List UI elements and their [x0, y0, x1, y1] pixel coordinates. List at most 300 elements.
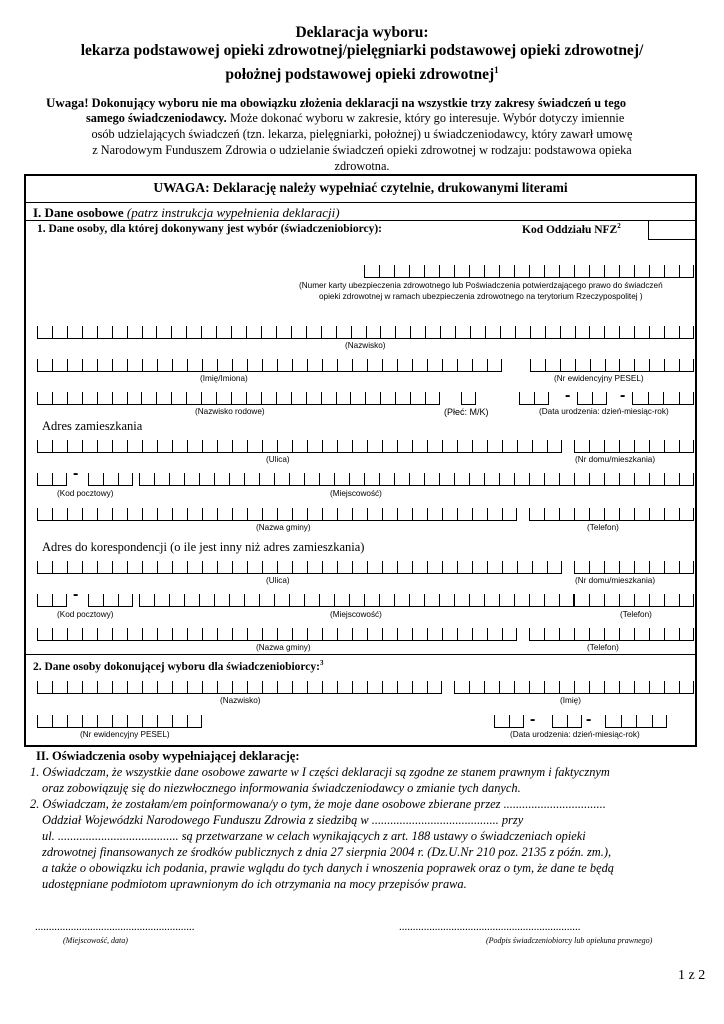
- cell-tick: [97, 359, 98, 371]
- family-name-boxes[interactable]: [37, 384, 440, 405]
- cell-tick: [634, 359, 635, 371]
- cell-tick: [534, 392, 535, 404]
- cell-tick: [232, 440, 233, 452]
- cell-tick: [693, 359, 694, 371]
- cell-tick: [127, 628, 128, 640]
- city2-boxes[interactable]: [139, 586, 574, 607]
- cell-tick: [319, 594, 320, 606]
- cell-tick: [247, 681, 248, 693]
- cell-tick: [232, 359, 233, 371]
- cell-tick: [322, 440, 323, 452]
- cell-tick: [37, 508, 38, 520]
- cell-tick: [499, 594, 500, 606]
- surname2-caption: (Nazwisko): [220, 696, 261, 705]
- cell-tick: [634, 265, 635, 277]
- cell-tick: [425, 392, 426, 404]
- cell-tick: [352, 681, 353, 693]
- cell-tick: [472, 359, 473, 371]
- cell-tick: [337, 440, 338, 452]
- cell-tick: [37, 473, 38, 485]
- cell-tick: [457, 508, 458, 520]
- cell-tick: [605, 715, 606, 727]
- cell-tick: [322, 681, 323, 693]
- cell-tick: [380, 392, 381, 404]
- cell-tick: [97, 508, 98, 520]
- cell-tick: [201, 392, 202, 404]
- cell-tick: [664, 561, 665, 573]
- cell-tick: [484, 473, 485, 485]
- cell-tick: [649, 326, 650, 338]
- declaration-line-4: Oddział Wojewódzki Narodowego Funduszu Zdrowia z siedzibą w ......................................... przy: [42, 813, 524, 827]
- postal-boxes-b[interactable]: [88, 465, 133, 486]
- birth-day-boxes[interactable]: [519, 384, 549, 405]
- cell-tick: [439, 392, 440, 404]
- phone2-boxes[interactable]: [574, 586, 694, 607]
- cell-tick: [424, 473, 425, 485]
- title-line-1: Deklaracja wyboru:: [295, 24, 429, 41]
- pesel2-boxes[interactable]: [37, 707, 202, 728]
- cell-tick: [157, 508, 158, 520]
- cell-tick: [604, 628, 605, 640]
- cell-tick: [394, 473, 395, 485]
- cell-tick: [262, 440, 263, 452]
- birth-year-boxes[interactable]: [632, 384, 694, 405]
- card-caption-2: opieki zdrowotnej w ramach ubezpieczenia zdrowotnego na terytorium Rzeczypospolitej ): [319, 292, 643, 301]
- cell-tick: [322, 359, 323, 371]
- cell-tick: [379, 473, 380, 485]
- subsection-1-title: 1. Dane osoby, dla której dokonywany jest wybór (świadczeniobiorcy):: [37, 223, 383, 235]
- cell-tick: [632, 392, 633, 404]
- cell-tick: [259, 473, 260, 485]
- cell-tick: [201, 715, 202, 727]
- cell-tick: [217, 561, 218, 573]
- cell-tick: [217, 359, 218, 371]
- cell-tick: [246, 392, 247, 404]
- cell-tick: [289, 594, 290, 606]
- cell-tick: [276, 392, 277, 404]
- cell-tick: [693, 594, 694, 606]
- cell-tick: [649, 628, 650, 640]
- cell-tick: [523, 715, 524, 727]
- cell-tick: [187, 440, 188, 452]
- cell-tick: [589, 265, 590, 277]
- house-no2-boxes[interactable]: [574, 553, 694, 574]
- cell-tick: [532, 440, 533, 452]
- cell-tick: [427, 681, 428, 693]
- cell-tick: [52, 440, 53, 452]
- phone3-caption: (Telefon): [587, 643, 619, 652]
- cell-tick: [103, 473, 104, 485]
- cell-tick: [52, 681, 53, 693]
- cell-tick: [475, 392, 476, 404]
- cell-tick: [472, 508, 473, 520]
- cell-tick: [277, 628, 278, 640]
- cell-tick: [394, 265, 395, 277]
- cell-tick: [517, 561, 518, 573]
- cell-tick: [118, 473, 119, 485]
- cell-tick: [52, 715, 53, 727]
- phone-boxes[interactable]: [529, 500, 694, 521]
- cell-tick: [412, 359, 413, 371]
- cell-tick: [292, 359, 293, 371]
- cell-tick: [337, 359, 338, 371]
- cell-tick: [202, 628, 203, 640]
- cell-tick: [397, 359, 398, 371]
- cell-tick: [103, 594, 104, 606]
- subsection-2-title: [33, 659, 324, 673]
- cell-tick: [634, 473, 635, 485]
- birth2-dash-2: -: [586, 711, 592, 728]
- section-1-heading: I. Dane osobowe: [33, 205, 124, 220]
- cell-tick: [52, 473, 53, 485]
- cell-tick: [515, 326, 516, 338]
- cell-tick: [604, 265, 605, 277]
- postal2-boxes-b[interactable]: [88, 586, 133, 607]
- cell-tick: [395, 326, 396, 338]
- first-name2-boxes[interactable]: [454, 673, 694, 694]
- cell-tick: [502, 508, 503, 520]
- cell-tick: [544, 265, 545, 277]
- cell-tick: [559, 681, 560, 693]
- city-boxes[interactable]: [139, 465, 694, 486]
- cell-tick: [425, 326, 426, 338]
- postal-boxes-a[interactable]: [37, 465, 67, 486]
- cell-tick: [575, 359, 576, 371]
- cell-tick: [277, 561, 278, 573]
- declaration-line-3: 2. Oświadczam, że zostałam/em poinformowana/y o tym, że moje dane osobowe zbierane przez .................................: [30, 797, 606, 811]
- cell-tick: [679, 392, 680, 404]
- birth-month-boxes[interactable]: [577, 384, 607, 405]
- cell-tick: [529, 265, 530, 277]
- cell-tick: [592, 392, 593, 404]
- cell-tick: [664, 326, 665, 338]
- birth2-year-boxes[interactable]: [605, 707, 667, 728]
- cell-tick: [581, 715, 582, 727]
- cell-tick: [277, 359, 278, 371]
- cell-tick: [67, 715, 68, 727]
- cell-tick: [501, 359, 502, 371]
- cell-tick: [604, 440, 605, 452]
- cell-tick: [247, 440, 248, 452]
- cell-tick: [352, 359, 353, 371]
- cell-tick: [349, 594, 350, 606]
- commune-caption: (Nazwa gminy): [256, 523, 311, 532]
- title-line-3: [0, 61, 724, 84]
- cell-tick: [664, 681, 665, 693]
- house-no-boxes[interactable]: [574, 432, 694, 453]
- declarations-title: II. Oświadczenia osoby wypełniającej deklarację:: [36, 749, 300, 763]
- postal-dash: -: [73, 465, 79, 482]
- card-number-boxes[interactable]: [364, 257, 694, 278]
- cell-tick: [186, 392, 187, 404]
- section-1-note: (patrz instrukcja wypełnienia deklaracji): [126, 205, 340, 220]
- cell-tick: [367, 628, 368, 640]
- warning-line-2: [86, 111, 624, 127]
- cell-tick: [574, 473, 575, 485]
- first-names-boxes[interactable]: [37, 351, 502, 372]
- cell-tick: [277, 508, 278, 520]
- cell-tick: [382, 508, 383, 520]
- cell-tick: [619, 473, 620, 485]
- cell-tick: [367, 681, 368, 693]
- cell-tick: [334, 473, 335, 485]
- cell-tick: [202, 561, 203, 573]
- cell-tick: [679, 628, 680, 640]
- cell-tick: [412, 681, 413, 693]
- commune2-boxes[interactable]: [37, 620, 517, 641]
- cell-tick: [499, 473, 500, 485]
- cell-tick: [441, 681, 442, 693]
- title-line-3-text: położnej podstawowej opieki zdrowotnej: [225, 66, 495, 84]
- cell-tick: [382, 561, 383, 573]
- cell-tick: [487, 440, 488, 452]
- cell-tick: [574, 265, 575, 277]
- cell-tick: [427, 628, 428, 640]
- cell-tick: [186, 326, 187, 338]
- cell-tick: [187, 715, 188, 727]
- birth2-month-boxes[interactable]: [552, 707, 582, 728]
- cell-tick: [217, 681, 218, 693]
- cell-tick: [560, 359, 561, 371]
- cell-tick: [679, 265, 680, 277]
- cell-tick: [112, 561, 113, 573]
- cell-tick: [574, 561, 575, 573]
- cell-tick: [457, 440, 458, 452]
- cell-tick: [487, 508, 488, 520]
- cell-tick: [366, 326, 367, 338]
- cell-tick: [184, 473, 185, 485]
- cell-tick: [469, 265, 470, 277]
- cell-tick: [172, 628, 173, 640]
- cell-tick: [67, 392, 68, 404]
- house-no2-caption: (Nr domu/mieszkania): [575, 576, 656, 585]
- postal-caption: (Kod pocztowy): [57, 489, 114, 498]
- cell-tick: [364, 473, 365, 485]
- cell-tick: [559, 594, 560, 606]
- cell-tick: [367, 359, 368, 371]
- cell-tick: [442, 561, 443, 573]
- cell-tick: [304, 473, 305, 485]
- cell-tick: [154, 594, 155, 606]
- family-name-caption: (Nazwisko rodowe): [195, 407, 265, 416]
- cell-tick: [440, 326, 441, 338]
- cell-tick: [276, 326, 277, 338]
- cell-tick: [261, 326, 262, 338]
- cell-tick: [469, 681, 470, 693]
- cell-tick: [322, 628, 323, 640]
- cell-tick: [321, 392, 322, 404]
- cell-tick: [157, 681, 158, 693]
- cell-tick: [306, 326, 307, 338]
- cell-tick: [37, 715, 38, 727]
- cell-tick: [494, 715, 495, 727]
- cell-tick: [693, 561, 694, 573]
- first-name2-caption: (Imię): [560, 696, 581, 705]
- surname-boxes[interactable]: [37, 318, 694, 339]
- cell-tick: [499, 265, 500, 277]
- cell-tick: [187, 628, 188, 640]
- street-caption: (Ulica): [266, 455, 290, 464]
- cell-tick: [172, 681, 173, 693]
- cell-tick: [605, 359, 606, 371]
- signature-line[interactable]: ..................................................................: [399, 921, 581, 933]
- cell-tick: [306, 392, 307, 404]
- cell-tick: [199, 594, 200, 606]
- sex-caption: (Płeć: M/K): [444, 407, 489, 417]
- cell-tick: [337, 508, 338, 520]
- cell-tick: [529, 628, 530, 640]
- cell-tick: [577, 392, 578, 404]
- declaration-line-7: a także o obowiązku ich podania, prawie wglądu do tych danych i wnoszenia poprawek oraz o tym, że dane te będą: [42, 861, 614, 875]
- cell-tick: [457, 561, 458, 573]
- cell-tick: [606, 392, 607, 404]
- cell-tick: [619, 561, 620, 573]
- postal2-boxes-a[interactable]: [37, 586, 67, 607]
- cell-tick: [679, 561, 680, 573]
- cell-tick: [172, 440, 173, 452]
- cell-tick: [382, 359, 383, 371]
- cell-tick: [589, 326, 590, 338]
- cell-tick: [112, 628, 113, 640]
- cell-tick: [559, 508, 560, 520]
- cell-tick: [244, 594, 245, 606]
- cell-tick: [517, 440, 518, 452]
- cell-tick: [37, 440, 38, 452]
- divider: [24, 654, 697, 655]
- place-date-caption: (Miejscowość, data): [63, 936, 128, 945]
- cell-tick: [472, 628, 473, 640]
- cell-tick: [547, 440, 548, 452]
- divider: [24, 220, 697, 221]
- cell-tick: [127, 561, 128, 573]
- cell-tick: [455, 326, 456, 338]
- cell-tick: [382, 440, 383, 452]
- cell-tick: [169, 594, 170, 606]
- cell-tick: [171, 392, 172, 404]
- cell-tick: [634, 508, 635, 520]
- cell-tick: [37, 326, 38, 338]
- cell-tick: [516, 508, 517, 520]
- cell-tick: [307, 440, 308, 452]
- phone3-boxes[interactable]: [529, 620, 694, 641]
- cell-tick: [127, 440, 128, 452]
- first-names-caption: (Imię/Imiona): [200, 374, 248, 383]
- cell-tick: [67, 326, 68, 338]
- birth-dash-1: -: [565, 387, 571, 404]
- cell-tick: [231, 392, 232, 404]
- cell-tick: [552, 715, 553, 727]
- cell-tick: [37, 392, 38, 404]
- cell-tick: [487, 359, 488, 371]
- cell-tick: [97, 715, 98, 727]
- cell-tick: [619, 508, 620, 520]
- cell-tick: [112, 715, 113, 727]
- warning-line-1: [46, 95, 626, 112]
- cell-tick: [454, 594, 455, 606]
- cell-tick: [427, 508, 428, 520]
- cell-tick: [454, 681, 455, 693]
- pesel-boxes[interactable]: [530, 351, 694, 372]
- cell-tick: [112, 508, 113, 520]
- sex-box[interactable]: [461, 384, 476, 405]
- cell-tick: [454, 265, 455, 277]
- cell-tick: [37, 681, 38, 693]
- footnote-1: 1: [494, 65, 499, 75]
- cell-tick: [649, 561, 650, 573]
- cell-tick: [52, 561, 53, 573]
- cell-tick: [52, 326, 53, 338]
- cell-tick: [529, 508, 530, 520]
- cell-tick: [679, 681, 680, 693]
- cell-tick: [693, 265, 694, 277]
- cell-tick: [649, 681, 650, 693]
- cell-tick: [547, 561, 548, 573]
- cell-tick: [97, 628, 98, 640]
- cell-tick: [217, 508, 218, 520]
- cell-tick: [514, 265, 515, 277]
- cell-tick: [604, 681, 605, 693]
- cell-tick: [649, 440, 650, 452]
- place-date-line[interactable]: ..........................................................: [35, 921, 195, 933]
- cell-tick: [217, 628, 218, 640]
- birth2-day-boxes[interactable]: [494, 707, 524, 728]
- cell-tick: [619, 326, 620, 338]
- cell-tick: [66, 473, 67, 485]
- surname2-boxes[interactable]: [37, 673, 442, 694]
- cell-tick: [141, 392, 142, 404]
- cell-tick: [679, 473, 680, 485]
- cell-tick: [88, 473, 89, 485]
- cell-tick: [127, 681, 128, 693]
- cell-tick: [604, 508, 605, 520]
- cell-tick: [619, 359, 620, 371]
- cell-tick: [187, 681, 188, 693]
- cell-tick: [567, 715, 568, 727]
- postal2-caption: (Kod pocztowy): [57, 610, 114, 619]
- cell-tick: [439, 473, 440, 485]
- cell-tick: [634, 440, 635, 452]
- cell-tick: [619, 681, 620, 693]
- cell-tick: [82, 440, 83, 452]
- cell-tick: [442, 359, 443, 371]
- cell-tick: [142, 359, 143, 371]
- cell-tick: [97, 561, 98, 573]
- cell-tick: [693, 326, 694, 338]
- cell-tick: [202, 359, 203, 371]
- cell-tick: [412, 561, 413, 573]
- cell-tick: [649, 508, 650, 520]
- street-boxes[interactable]: [37, 432, 562, 453]
- cell-tick: [412, 440, 413, 452]
- cell-tick: [169, 473, 170, 485]
- cell-tick: [532, 561, 533, 573]
- commune-boxes[interactable]: [37, 500, 517, 521]
- street2-boxes[interactable]: [37, 553, 562, 574]
- cell-tick: [693, 473, 694, 485]
- declaration-line-1: 1. Oświadczam, że wszystkie dane osobowe zawarte w I części deklaracji są zgodne ze stanem prawnym i faktycznym: [30, 765, 610, 779]
- cell-tick: [663, 392, 664, 404]
- cell-tick: [679, 359, 680, 371]
- nfz-code-box[interactable]: [648, 220, 697, 240]
- cell-tick: [394, 594, 395, 606]
- cell-tick: [127, 392, 128, 404]
- cell-tick: [397, 508, 398, 520]
- cell-tick: [337, 681, 338, 693]
- cell-tick: [427, 561, 428, 573]
- cell-tick: [604, 326, 605, 338]
- cell-tick: [544, 508, 545, 520]
- warning-rest-2: Może dokonać wyboru w zakresie, który go interesuje. Wybór dotyczy imiennie: [226, 111, 625, 125]
